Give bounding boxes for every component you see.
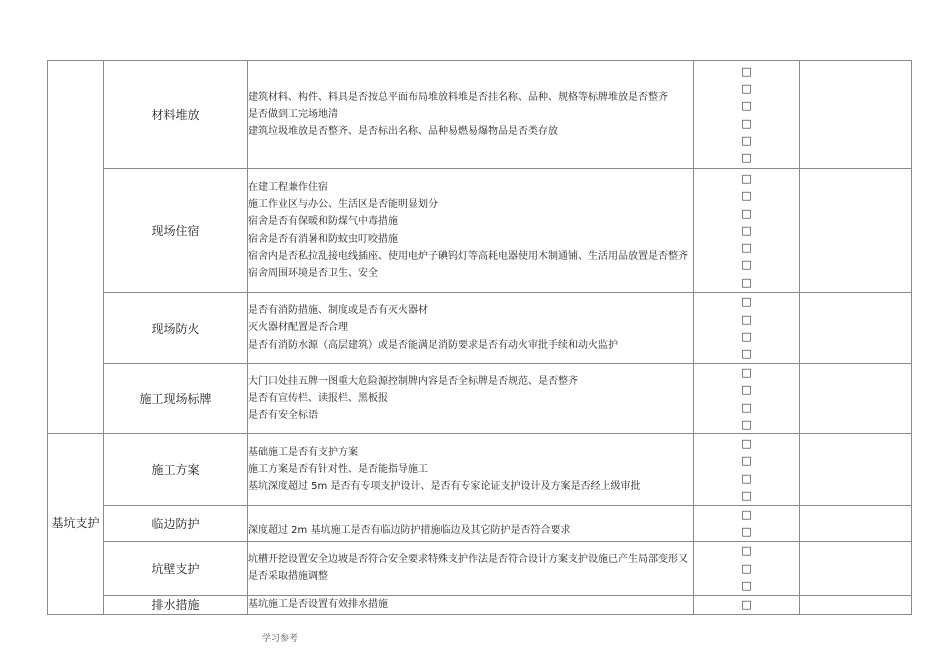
checkbox[interactable]: □ (741, 295, 752, 309)
checkbox-cell (694, 595, 800, 614)
requirement-line: 深度超过 2m 基坑施工是否有临边防护措施临边及其它防护是否符合要求 (248, 525, 571, 537)
checkbox[interactable]: □ (741, 578, 752, 592)
table-row (48, 506, 912, 542)
checkbox[interactable]: □ (741, 383, 752, 397)
item-name: 坑壁支护 (104, 541, 248, 595)
requirement-line: 宿舍内是否私拉乱接电线插座、使用电炉子碘钨灯等高耗电器使用木制通铺、生活用品放置是否整齐 (248, 250, 688, 262)
table-row (48, 434, 912, 506)
item-name: 施工现场标牌 (104, 364, 248, 434)
category-cell (48, 61, 104, 434)
checkbox-cell (694, 364, 800, 434)
requirement-line: 大门口处挂五牌一图重大危险源控制牌内容是否全标牌是否规范、是否整齐 (248, 375, 578, 387)
remarks-cell[interactable] (800, 541, 912, 595)
table-row (48, 541, 912, 595)
requirement-line: 施工作业区与办公、生活区是否能明显划分 (248, 198, 438, 210)
checkbox[interactable]: □ (741, 171, 752, 185)
checkbox[interactable]: □ (741, 206, 752, 220)
requirement-line: 宿舍是否有保暖和防煤气中毒措施 (248, 216, 398, 228)
table-row (48, 595, 912, 614)
requirement-line: 是否有消防水源（高层建筑）或是否能满足消防要求是否有动火审批手续和动火监护 (248, 339, 618, 351)
checkbox[interactable]: □ (741, 312, 752, 326)
checkbox[interactable]: □ (741, 330, 752, 343)
requirement-line: 是否有宣传栏、读报栏、黑板报 (248, 392, 388, 404)
remarks-cell[interactable] (800, 61, 912, 169)
requirement-line: 是否有消防措施、制度或是否有灭火器材 (248, 305, 428, 317)
table-row (48, 364, 912, 434)
checkbox[interactable]: □ (741, 151, 752, 165)
remarks-cell[interactable] (800, 595, 912, 614)
checkbox[interactable]: □ (741, 133, 752, 147)
checkbox[interactable]: □ (741, 275, 752, 289)
category-cell: 基坑支护 (48, 434, 104, 615)
checkbox[interactable]: □ (741, 223, 752, 237)
remarks-cell[interactable] (800, 434, 912, 506)
requirement-line: 建筑材料、构件、料具是否按总平面布局堆放料堆是否挂名称、品种、规格等标牌堆放是否整齐 (248, 91, 668, 103)
requirement-line: 是否有安全标语 (248, 410, 318, 422)
checkbox[interactable]: □ (741, 454, 752, 468)
checkbox-cell (694, 61, 800, 169)
checkbox[interactable]: □ (741, 258, 752, 272)
item-name: 临边防护 (104, 506, 248, 542)
requirement-line: 基坑深度超过 5m 是否有专项支护设计、是否有专家论证支护设计及方案是否经上级审批 (248, 481, 641, 493)
checkbox[interactable]: □ (741, 81, 752, 95)
item-name: 现场住宿 (104, 169, 248, 293)
remarks-cell[interactable] (800, 506, 912, 542)
checkbox-cell (694, 293, 800, 364)
checkbox[interactable]: □ (741, 400, 752, 414)
footer-note: 学习参考 (262, 634, 299, 644)
checkbox[interactable]: □ (741, 437, 752, 451)
item-name: 现场防火 (104, 293, 248, 364)
requirement-line: 灭火器材配置是否合理 (248, 322, 348, 334)
requirement-line: 建筑垃圾堆放是否整齐、是否标出名称、品种易燃易爆物品是否类存放 (248, 126, 558, 138)
checkbox[interactable]: □ (741, 525, 752, 539)
checkbox[interactable]: □ (741, 189, 752, 203)
table-row (48, 61, 912, 169)
item-name: 排水措施 (104, 595, 248, 614)
requirements-cell (248, 506, 694, 542)
remarks-cell[interactable] (800, 364, 912, 434)
checkbox[interactable]: □ (741, 64, 752, 78)
checkbox[interactable]: □ (741, 417, 752, 431)
requirement-line: 基坑施工是否设置有效排水措施 (248, 599, 388, 611)
requirement-line: 坑槽开挖设置安全边坡是否符合安全要求特殊支护作法是否符合设计方案支护设施已产生局部变形又是否采取措施调整 (248, 553, 688, 583)
requirement-line: 是否做到工完场地清 (248, 108, 338, 120)
table-row (48, 169, 912, 293)
inspection-table-body (48, 61, 912, 615)
requirements-cell (248, 434, 694, 506)
requirements-cell (248, 61, 694, 169)
requirement-line: 宿舍周围环境是否卫生、安全 (248, 268, 378, 280)
requirements-cell (248, 541, 694, 595)
checkbox[interactable]: □ (741, 347, 752, 361)
checkbox[interactable]: □ (741, 99, 752, 113)
checkbox[interactable]: □ (741, 544, 752, 558)
requirement-line: 宿舍是否有消暑和防蚊虫叮咬措施 (248, 233, 398, 245)
checkbox[interactable]: □ (741, 488, 752, 502)
checkbox-cell (694, 506, 800, 542)
checkbox[interactable]: □ (741, 598, 752, 612)
checkbox[interactable]: □ (741, 116, 752, 130)
checkbox[interactable]: □ (741, 366, 752, 379)
checkbox-cell (694, 541, 800, 595)
requirements-cell (248, 364, 694, 434)
inspection-table (47, 60, 912, 615)
checkbox[interactable]: □ (741, 561, 752, 575)
checkbox-cell (694, 434, 800, 506)
requirements-cell (248, 293, 694, 364)
item-name: 材料堆放 (104, 61, 248, 169)
item-name: 施工方案 (104, 434, 248, 506)
checkbox-cell (694, 169, 800, 293)
requirement-line: 基础施工是否有支护方案 (248, 446, 358, 458)
checkbox[interactable]: □ (741, 508, 752, 522)
remarks-cell[interactable] (800, 169, 912, 293)
requirement-line: 在建工程兼作住宿 (248, 181, 328, 193)
requirements-cell (248, 595, 694, 614)
table-row (48, 293, 912, 364)
requirement-line: 施工方案是否有针对性、是否能指导施工 (248, 464, 428, 476)
remarks-cell[interactable] (800, 293, 912, 364)
checkbox[interactable]: □ (741, 471, 752, 485)
checkbox[interactable]: □ (741, 241, 752, 255)
requirements-cell (248, 169, 694, 293)
